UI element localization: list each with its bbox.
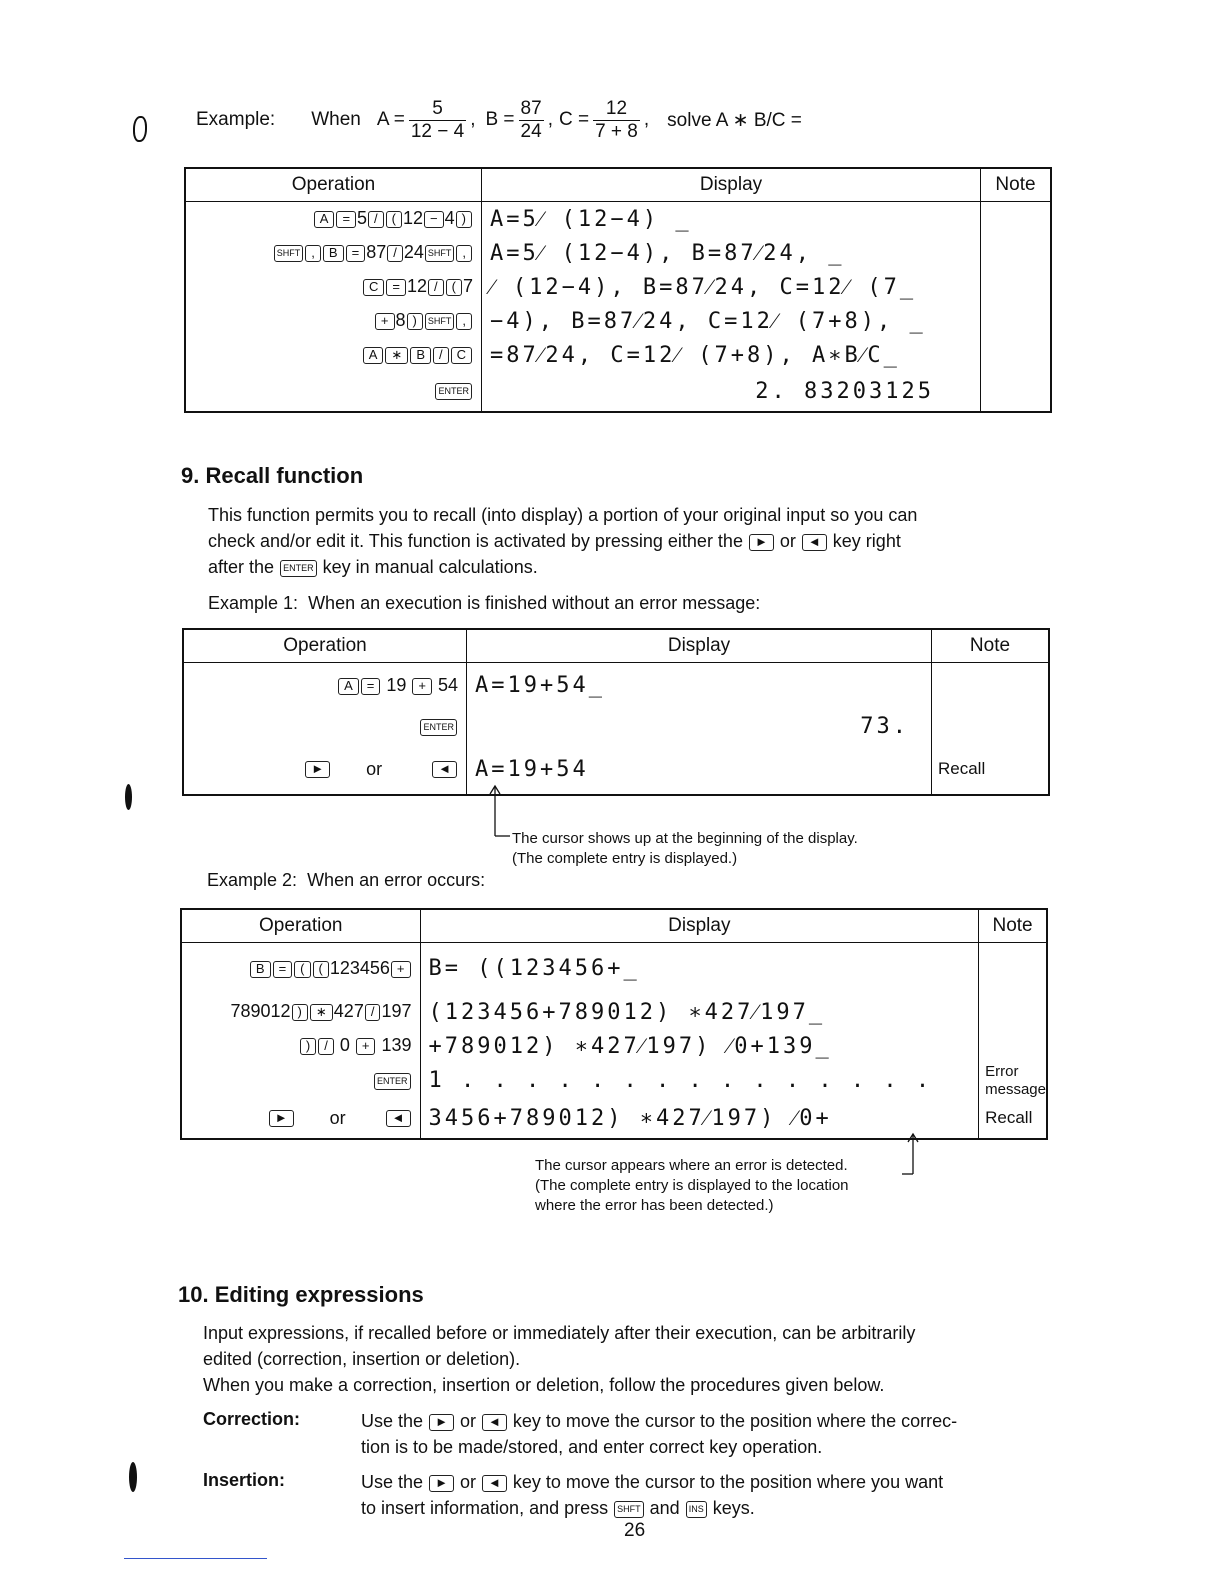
cursor-note-1: The cursor shows up at the beginning of the display. (The complete entry is displayed.) <box>512 830 858 867</box>
insertion-text: Use the ► or ◄ key to move the cursor to the position where you want to insert information, and press SHFT and INS keys. <box>361 1472 944 1518</box>
section-9-paragraph <box>208 502 1058 580</box>
operation-table-1 <box>184 167 1052 413</box>
key-sequence: A ∗ B / C <box>185 338 482 372</box>
operation-header: Operation <box>185 168 482 202</box>
paragraph-line: This function permits you to recall (into display) a portion of your original input so you can <box>208 505 918 525</box>
table-row <box>183 709 1049 745</box>
key-sequence: ENTER <box>185 372 482 412</box>
note-recall: Recall <box>932 745 1050 795</box>
footer-rule <box>124 1558 267 1559</box>
table-row <box>181 943 1047 995</box>
cursor-pointer-arrow-1 <box>484 784 514 844</box>
key-sequence: A = 19 + 54 <box>183 663 467 709</box>
right-arrow-key-icon: ► <box>305 761 330 778</box>
display-text: A=19+54_ <box>467 663 932 709</box>
left-arrow-key-icon: ◄ <box>432 761 457 778</box>
table-row <box>181 1063 1047 1099</box>
display-result: 2. 83203125 <box>482 372 981 412</box>
table-row <box>185 338 1051 372</box>
page-number: 26 <box>624 1520 646 1541</box>
right-arrow-key-icon: ► <box>269 1110 294 1127</box>
solve-text: solve A ∗ B/C = <box>667 109 802 131</box>
b-fraction: $\frac{87}{24}$ <box>520 97 542 142</box>
operation-header: Operation <box>183 629 467 663</box>
c-fraction: $\frac{12}{7 + 8}$ <box>595 97 638 142</box>
display-text: A=5⁄ (12−4), B=87⁄24, _ <box>482 236 981 270</box>
scan-mark <box>133 116 147 142</box>
display-text: −4), B=87⁄24, C=12⁄ (7+8), _ <box>482 304 981 338</box>
note-header: Note <box>932 629 1050 663</box>
note-cell <box>932 709 1050 745</box>
key-sequence: A = 5 / ( 12 − 4 ) <box>185 202 482 236</box>
paragraph-line: Input expressions, if recalled before or immediately after their execution, can be arbitrarily <box>203 1323 916 1343</box>
cursor-note-2: The cursor appears where an error is detected. (The complete entry is displayed to the location where the error has been detected.) <box>535 1157 849 1214</box>
table-row <box>185 270 1051 304</box>
left-arrow-key-icon: ◄ <box>802 534 827 551</box>
scan-mark <box>129 1462 137 1492</box>
display-header: Display <box>467 629 932 663</box>
table-row <box>185 372 1051 412</box>
a-lhs: A = <box>376 109 405 130</box>
paragraph-line: check and/or edit it. This function is activated by pressing either the ► or ◄ key right <box>208 531 901 551</box>
b-lhs: B = <box>485 109 515 130</box>
a-fraction: $\frac{5}{12 - 4}$ <box>410 97 465 142</box>
key-sequence: ) / 0 + 139 <box>181 1029 420 1063</box>
note-error-message: Error message <box>979 1063 1047 1099</box>
display-result: 73. <box>467 709 932 745</box>
key-sequence: B = ( ( 123456 + <box>181 943 420 995</box>
operation-header: Operation <box>181 909 420 943</box>
table-row <box>181 995 1047 1029</box>
right-arrow-key-icon: ► <box>429 1414 454 1431</box>
section-9-title: 9. Recall function <box>181 463 364 488</box>
left-arrow-key-icon: ◄ <box>482 1414 507 1431</box>
section-10-paragraph <box>203 1320 1058 1398</box>
display-header: Display <box>482 168 981 202</box>
key-sequence: ► or ◄ <box>181 1099 420 1139</box>
enter-key-icon: ENTER <box>280 560 317 577</box>
insert-key-icon: INS <box>686 1501 707 1518</box>
note-header: Note <box>981 168 1052 202</box>
display-text: =87⁄24, C=12⁄ (7+8), A∗B⁄C_ <box>482 338 981 372</box>
correction-label: Correction: <box>203 1409 301 1429</box>
display-text: (123456+789012) ∗427⁄197_ <box>420 995 979 1029</box>
display-text: +789012) ∗427⁄197) ⁄0+139_ <box>420 1029 979 1063</box>
display-text: 3456+789012) ∗427⁄197) ⁄0+ <box>420 1099 979 1139</box>
key-sequence: ► or ◄ <box>183 745 467 795</box>
display-text: A=5⁄ (12−4) _ <box>482 202 981 236</box>
key-sequence: + 8 ) SHFT , <box>185 304 482 338</box>
table-row <box>185 236 1051 270</box>
note-recall: Recall <box>979 1099 1047 1139</box>
paragraph-line: When you make a correction, insertion or deletion, follow the procedures given below. <box>203 1375 885 1395</box>
key-sequence: 789012 ) ∗ 427 / 197 <box>181 995 420 1029</box>
display-text: A=19+54 <box>467 745 932 795</box>
operation-table-2 <box>182 628 1050 796</box>
table-row <box>183 663 1049 709</box>
cursor-pointer-arrow-2 <box>896 1132 926 1180</box>
display-text: ⁄ (12−4), B=87⁄24, C=12⁄ (7_ <box>482 270 981 304</box>
left-arrow-key-icon: ◄ <box>482 1475 507 1492</box>
left-arrow-key-icon: ◄ <box>386 1110 411 1127</box>
correction-text: Use the ► or ◄ key to move the cursor to the position where the correc- tion is to be made/stored, and enter correct key operation. <box>361 1411 958 1457</box>
paragraph-line: after the ENTER key in manual calculations. <box>208 557 538 577</box>
display-text: B= ((123456+_ <box>420 943 979 995</box>
paragraph-line: edited (correction, insertion or deletion). <box>203 1349 521 1369</box>
example-label: Example: <box>196 109 276 130</box>
insertion-label: Insertion: <box>203 1470 286 1490</box>
display-header: Display <box>420 909 979 943</box>
table-row <box>185 304 1051 338</box>
c-lhs: C = <box>558 109 590 130</box>
shift-key-icon: SHFT <box>614 1501 644 1518</box>
note-cell <box>979 943 1047 1063</box>
table-row <box>181 1029 1047 1063</box>
example-2-line: Example 2: When an error occurs: <box>207 870 486 890</box>
note-header: Note <box>979 909 1047 943</box>
note-cell <box>932 663 1050 709</box>
scan-mark <box>125 784 132 810</box>
display-error: 1 . . . . . . . . . . . . . . . <box>420 1063 979 1099</box>
right-arrow-key-icon: ► <box>749 534 774 551</box>
key-sequence: SHFT , B = 87 / 24 SHFT , <box>185 236 482 270</box>
note-cell <box>981 202 1052 412</box>
example-intro: Example: When A = $\frac{5}{12 - 4}$ , B = $\frac{87}{24}$ , C = $\frac{12}{7 + 8}$ , solve A ∗ B/C = <box>196 97 802 142</box>
section-10-title: 10. Editing expressions <box>178 1282 424 1307</box>
right-arrow-key-icon: ► <box>429 1475 454 1492</box>
key-sequence: C = 12 / ( 7 <box>185 270 482 304</box>
operation-table-3 <box>180 908 1048 1140</box>
table-row <box>185 202 1051 236</box>
when-text: When <box>311 109 361 130</box>
key-sequence: ENTER <box>183 709 467 745</box>
example-1-line: Example 1: When an execution is finished without an error message: <box>208 593 761 613</box>
table-row <box>183 745 1049 795</box>
key-sequence: ENTER <box>181 1063 420 1099</box>
